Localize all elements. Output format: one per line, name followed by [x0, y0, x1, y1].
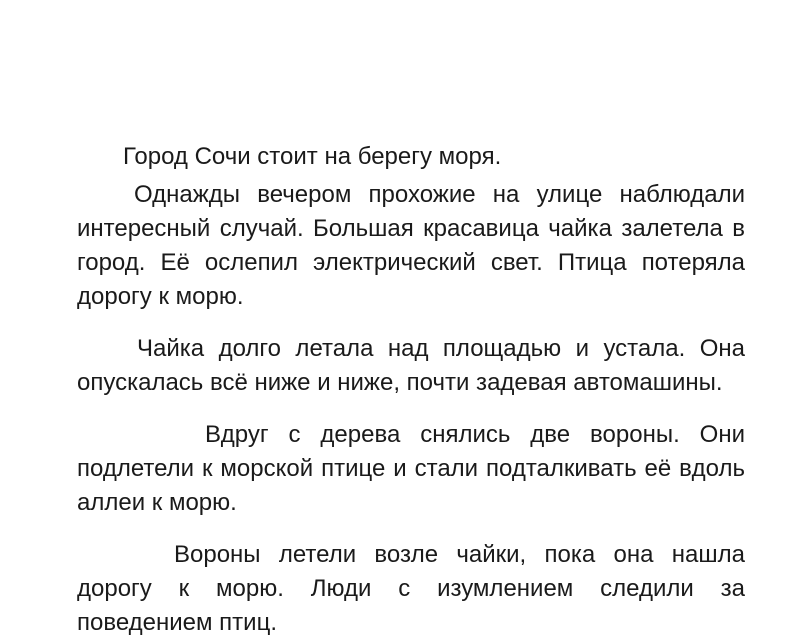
- paragraph-3: Чайка долго летала над площадью и устала. Она опускалась всё ниже и ниже, почти задевая автомашины.: [77, 335, 745, 396]
- paragraph-4: Вдруг с дерева снялись две вороны. Они подлетели к морской птице и стали подталкивать её вдоль аллеи к морю.: [77, 421, 745, 516]
- paragraph-2: Однажды вечером прохожие на улице наблюдали интересный случай. Большая красавица чайка залетела в город. Её ослепил электрический свет. Птица потеряла дорогу к морю.: [77, 181, 745, 310]
- paragraph-1: Город Сочи стоит на берегу моря.: [123, 143, 502, 170]
- paragraph-5: Вороны летели возле чайки, пока она нашла дорогу к морю. Люди с изумлением следили за поведением птиц.: [77, 541, 745, 636]
- story-text: [77, 140, 745, 640]
